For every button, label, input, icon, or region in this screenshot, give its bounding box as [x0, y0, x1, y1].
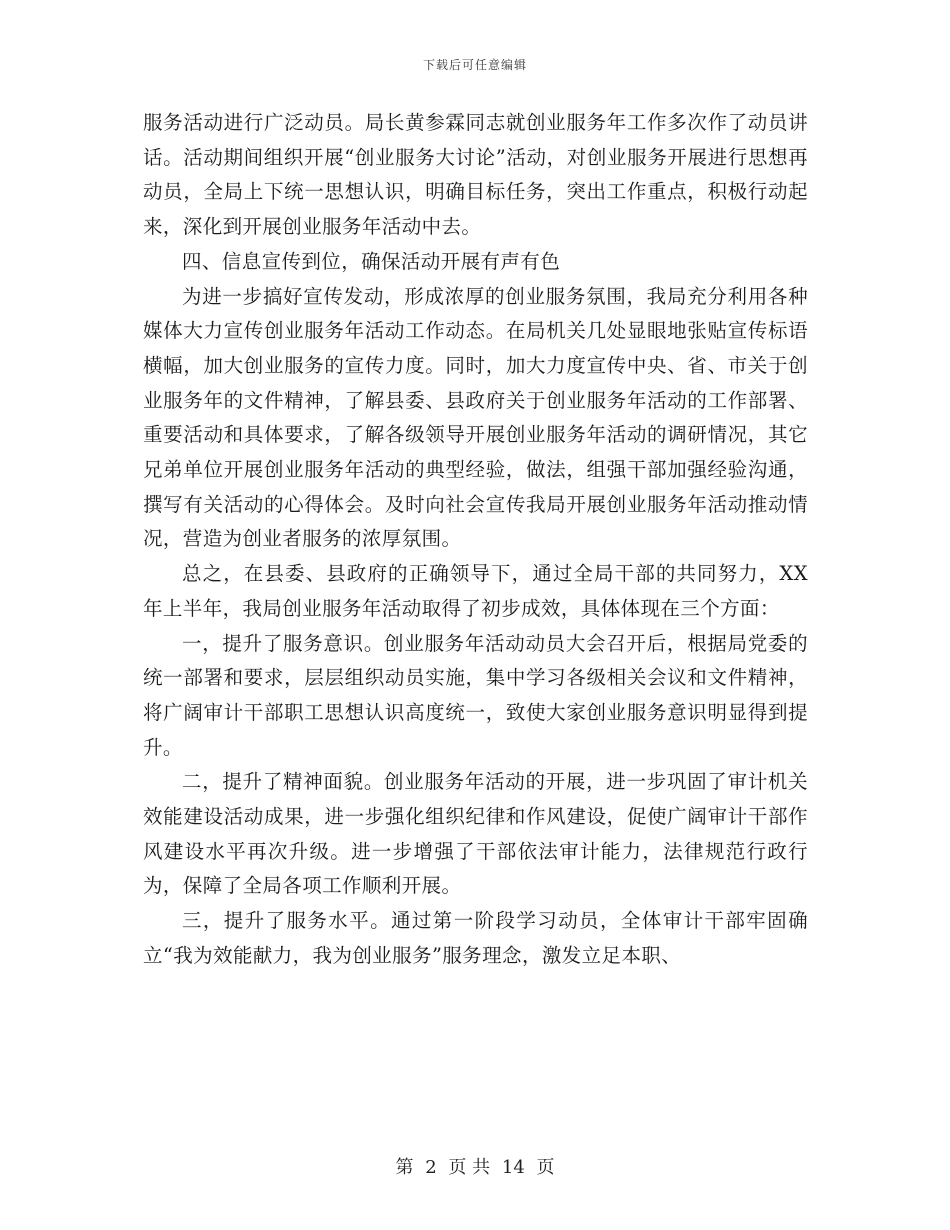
paragraph: 三，提升了服务水平。通过第一阶段学习动员，全体审计干部牢固确立“我为效能献力，我为创业服务”服务理念，激发立足本职、 [143, 909, 808, 967]
section-heading: 四、信息宣传到位，确保活动开展有声有色 [182, 249, 561, 273]
paragraph: 服务活动进行广泛动员。局长黄参霖同志就创业服务年工作多次作了动员讲话。活动期间组织开展“创业服务大讨论”活动，对创业服务开展进行思想再动员，全局上下统一思想认识，明确目标任务，突出工作重点，积极行动起来，深化到开展创业服务年活动中去。 [143, 111, 808, 239]
footer-prefix: 第 [395, 1157, 414, 1178]
footer-suffix: 页 [536, 1157, 555, 1178]
paragraph: 总之，在县委、县政府的正确领导下，通过全局干部的共同努力，XX 年上半年，我局创业服务年活动取得了初步成效，具体体现在三个方面： [143, 562, 808, 620]
page-header: 下载后可任意编辑 [422, 58, 527, 72]
document-body [143, 106, 808, 974]
paragraph: 为进一步搞好宣传发动，形成浓厚的创业服务氛围，我局充分利用各种媒体大力宣传创业服务年活动工作动态。在局机关几处显眼地张贴宣传标语横幅，加大创业服务的宣传力度。同时，加大力度宣传中央、省、市关于创业服务年的文件精神，了解县委、县政府关于创业服务年活动的工作部署、重要活动和具体要求，了解各级领导开展创业服务年活动的调研情况，其它兄弟单位开展创业服务年活动的典型经验，做法，组强干部加强经验沟通，撰写有关活动的心得体会。及时向社会宣传我局开展创业服务年活动推动情况，营造为创业者服务的浓厚氛围。 [143, 284, 808, 551]
footer-page-number: 2 [425, 1157, 437, 1178]
paragraph: 一，提升了服务意识。创业服务年活动动员大会召开后，根据局党委的统一部署和要求，层层组织动员实施，集中学习各级相关会议和文件精神，将广阔审计干部职工思想认识高度统一，致使大家创业服务意识明显得到提升。 [143, 631, 808, 759]
footer-middle: 页 共 [448, 1157, 491, 1178]
paragraph: 二，提升了精神面貌。创业服务年活动的开展，进一步巩固了审计机关效能建设活动成果，进一步强化组织纪律和作风建设，促使广阔审计干部作风建设水平再次升级。进一步增强了干部依法审计能力，法律规范行政行为，保障了全局各项工作顺利开展。 [143, 770, 808, 898]
footer-total-pages: 14 [501, 1157, 525, 1178]
page-footer [0, 1153, 950, 1179]
